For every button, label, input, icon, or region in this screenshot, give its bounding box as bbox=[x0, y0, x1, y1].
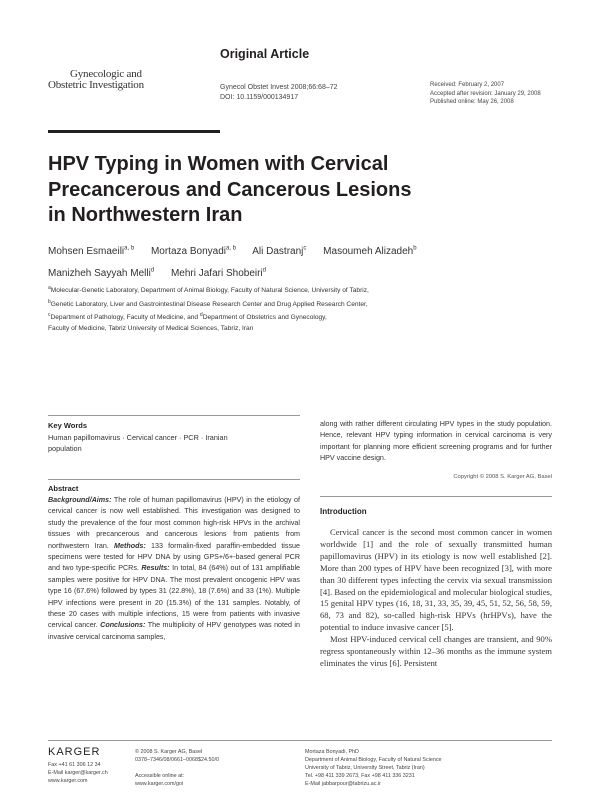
affiliations bbox=[48, 283, 568, 335]
introduction-heading: Introduction bbox=[320, 507, 367, 516]
title-line: HPV Typing in Women with Cervical bbox=[48, 153, 389, 175]
intro-divider bbox=[320, 496, 552, 497]
author-list bbox=[48, 240, 568, 284]
citation bbox=[220, 83, 338, 103]
keywords-line: population bbox=[48, 443, 82, 453]
abstract-continuation: along with rather different circulating HPV types in the study population. Hence, relevant HPV typing information in cervical carcinoma is very important for planning more efficient screening programs and for further HPV vaccine design. bbox=[320, 420, 552, 463]
introduction-body bbox=[320, 527, 552, 670]
received-date: Received: February 2, 2007 bbox=[430, 82, 505, 88]
copyright-notice: Copyright © 2008 S. Karger AG, Basel bbox=[453, 474, 552, 480]
issn-line: 0378–7346/08/0661–0068$24.50/0 bbox=[135, 757, 219, 763]
author: Mohsen Esmaeili$^{a, b}$ bbox=[48, 246, 135, 258]
affiliation-a: $^a$Molecular-Genetic Laboratory, Department of Animal Biology, Faculty of Natural Science, University of Tabriz, bbox=[48, 285, 369, 295]
abstract-body: Background/Aims: The role of human papillomavirus (HPV) in the etiology of cervical cancer is now well established. This investigation was designed to study the prevalence of the four most common high-risk HPVs in the archival tissues with precancerous and cancerous lesions from patients from northwestern Iran. Methods: 133 formalin-fixed paraffin-embedded tissue specimens were tested for HPV DNA by using GPS+/6+-based general PCR and two type-specific PCRs. Results: In total, 84 (64%) out of 131 amplifiable samples were positive for HPV DNA. The most prevalent oncogenic HPV was type 16 (67.6%) followed by types 31 (22.8%), 18 (7.6%) and 33 (1%). Multiple HPV infections were present in 20 (15.3%) of the 131 samples. Notably, of these 20 cases with multiple infections, 15 were from patients with invasive cervical cancer. Conclusions: The multiplicity of HPV genotypes was noted in invasive cervical carcinoma samples, bbox=[48, 496, 301, 641]
author: Masoumeh Alizadeh$^b$ bbox=[323, 246, 417, 258]
author: Ali Dastranj$^c$ bbox=[252, 246, 307, 258]
accepted-date: Accepted after revision: January 29, 2008 bbox=[430, 90, 541, 97]
article-dates bbox=[430, 81, 541, 107]
access-link[interactable]: www.karger.com/goi bbox=[135, 781, 184, 787]
abstract-results-label: Results: bbox=[141, 564, 170, 573]
correspondence bbox=[305, 748, 565, 788]
publication-info bbox=[135, 748, 219, 788]
abstract-methods-label: Methods: bbox=[114, 541, 146, 550]
published-date: Published online: May 26, 2008 bbox=[430, 99, 514, 105]
journal-name-line1: Gynecologic and bbox=[70, 68, 142, 80]
corr-phone: Tel. +98 411 339 2673, Fax +98 411 336 3231 bbox=[305, 773, 415, 779]
publisher-email[interactable]: E-Mail karger@karger.ch bbox=[48, 770, 108, 776]
publisher-fax: Fax +41 61 306 12 34 bbox=[48, 762, 101, 768]
abstract-conclusions-label: Conclusions: bbox=[100, 621, 146, 630]
corr-address: University of Tabriz, University Street, Tabriz (Iran) bbox=[305, 765, 425, 771]
journal-name-line2: Obstetric Investigation bbox=[48, 79, 144, 91]
doi[interactable]: DOI: 10.1159/000134917 bbox=[220, 94, 299, 101]
abstract-divider bbox=[48, 479, 300, 480]
publisher-web[interactable]: www.karger.com bbox=[48, 778, 88, 784]
corr-address: Department of Animal Biology, Faculty of Natural Science bbox=[305, 757, 442, 763]
title-line: in Northwestern Iran bbox=[48, 204, 243, 226]
corr-email[interactable]: E-Mail jabbarpour@tabrizu.ac.ir bbox=[305, 781, 381, 787]
corresponding-author: Mortaza Bonyadi, PhD bbox=[305, 749, 359, 755]
keywords-line: Human papillomavirus · Cervical cancer · PCR · Iranian bbox=[48, 433, 228, 442]
intro-paragraph: Most HPV-induced cervical cell changes are transient, and 90% regress spontaneously within 12–36 months as the immune system eliminates the virus [6]. Persistent bbox=[320, 634, 552, 668]
article-title bbox=[48, 152, 568, 229]
header-rule bbox=[48, 130, 220, 133]
affiliation-b: $^b$Genetic Laboratory, Liver and Gastrointestinal Disease Research Center and Drug Applied Research Center, bbox=[48, 298, 368, 308]
publisher-logo: KARGER bbox=[48, 746, 101, 758]
affiliation-cd: $^c$Department of Pathology, Faculty of Medicine, and $^d$Department of Obstetrics and Gynecology, bbox=[48, 312, 327, 322]
citation-line1: Gynecol Obstet Invest 2008;66:68–72 bbox=[220, 84, 338, 91]
copyright-line: © 2008 S. Karger AG, Basel bbox=[135, 749, 203, 755]
author: Mortaza Bonyadi$^{a, b}$ bbox=[150, 246, 237, 258]
publisher-contact bbox=[48, 761, 108, 785]
keywords-list bbox=[48, 433, 298, 454]
affiliation-line5: Faculty of Medicine, Tabriz University of Medical Sciences, Tabriz, Iran bbox=[48, 325, 254, 333]
journal-logo bbox=[48, 69, 166, 91]
abstract-heading: Abstract bbox=[48, 484, 79, 493]
keywords-heading: Key Words bbox=[48, 421, 88, 430]
access-label: Accessible online at: bbox=[135, 773, 185, 779]
author: Mehri Jafari Shobeiri$^d$ bbox=[170, 267, 267, 280]
footer-divider bbox=[48, 740, 552, 741]
title-line: Precancerous and Cancerous Lesions bbox=[48, 178, 412, 201]
author: Manizheh Sayyah Melli$^d$ bbox=[48, 267, 155, 280]
intro-paragraph: Cervical cancer is the second most common cancer in women worldwide [1] and the role of sexually transmitted human papillomavirus (HPV) in its etiology is now well established [2]. More than 200 types of HPV have been recognized [3], with more than 30 different types infecting the cervix via sexual transmission [4]. Based on the epidemiological and molecular biological studies, 15 genital HPV types (16, 18, 31, 33, 35, 39, 45, 51, 52, 56, 58, 59, 68, 73 and 82), so-called high-risk HPVs (hrHPVs), have the potential to induce invasive cancer [5]. bbox=[320, 527, 552, 633]
abstract-bg-label: Background/Aims: bbox=[48, 496, 112, 504]
article-type: Original Article bbox=[220, 47, 310, 61]
keywords-divider bbox=[48, 415, 300, 416]
